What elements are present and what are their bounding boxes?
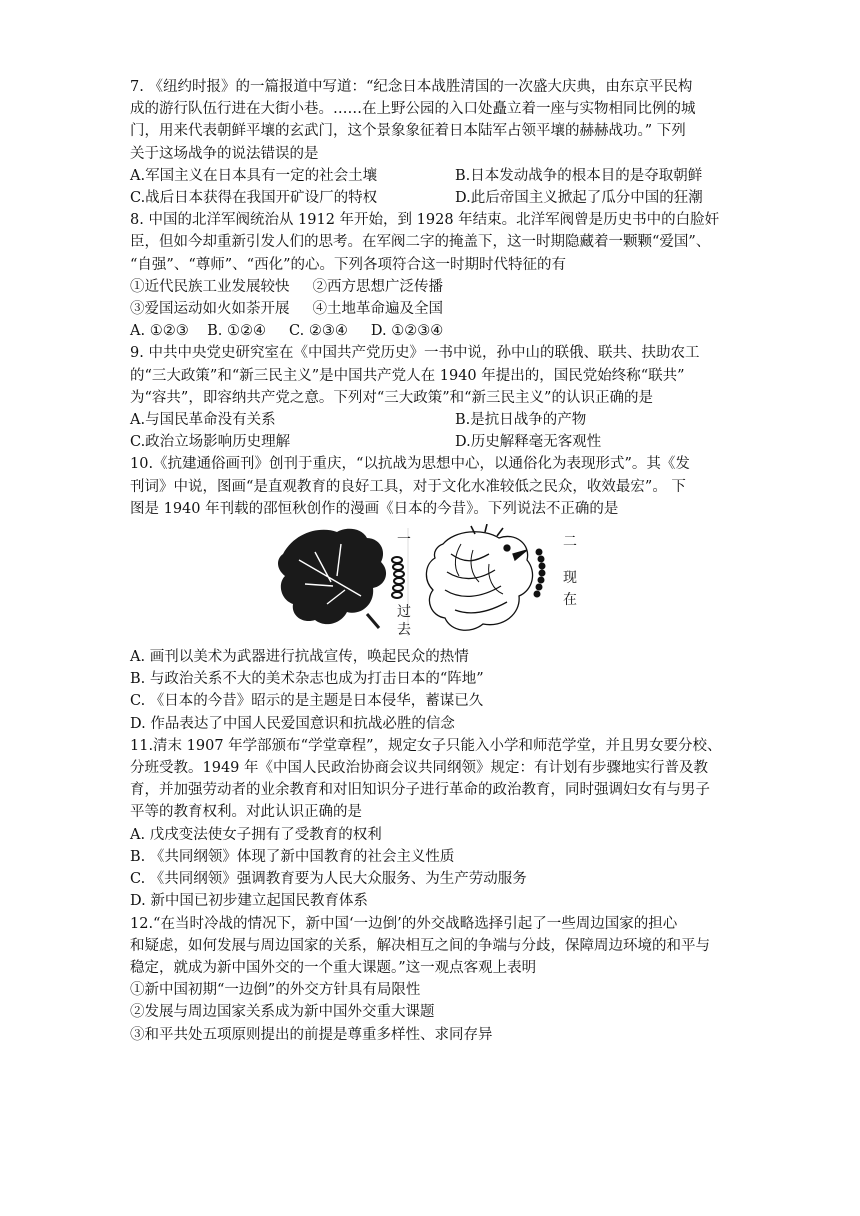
question-text-line: 育，并加强劳动者的业余教育和对旧知识分子进行革命的政治教育，同时强调妇女有与男子 <box>130 782 710 799</box>
option-a: A. 画刊以美术为武器进行抗战宣传，唤起民众的热情 <box>130 649 469 666</box>
cartoon-figure <box>130 524 730 640</box>
option-b: B.是抗日战争的产物 <box>455 412 587 429</box>
question-text-line: 7. 《纽约时报》的一篇报道中写道：“纪念日本战胜清国的一次盛大庆典，由东京平民构 <box>130 79 693 95</box>
question-9 <box>130 342 730 453</box>
question-8 <box>130 209 730 342</box>
question-text-line: 关于这场战争的说法错误的是 <box>130 145 319 162</box>
option-d: D. 新中国已初步建立起国民教育体系 <box>130 893 368 910</box>
options-row <box>130 431 730 453</box>
question-text-line: 臣，但如今却重新引发人们的思考。在军阀二字的掩盖下，这一时期隐藏着一颗颗“爱国”、 <box>130 234 711 251</box>
question-text-line: 10.《抗建通俗画刊》创刊于重庆，“以抗战为思想中心，以通俗化为表现形式”。其《发 <box>130 456 690 473</box>
option-a: A.与国民革命没有关系 <box>130 412 276 429</box>
option-c: C. 《共同纲领》强调教育要为人民大众服务、为生产劳动服务 <box>130 871 527 888</box>
bird-monster-drawing <box>426 524 532 630</box>
question-text-line: 平等的教育权利。对此认识正确的是 <box>130 804 362 821</box>
question-text-line: 的“三大政策”和“新三民主义”是中国共产党人在 1940 年提出的，国民党始终称“联共” <box>130 367 685 384</box>
options-line: A. ①②③ B. ①②④ C. ②③④ D. ①②③④ <box>130 323 444 340</box>
option-c: C.战后日本获得在我国开矿设厂的特权 <box>130 190 378 207</box>
option-a: A. 戊戌变法使女子拥有了受教育的权利 <box>130 826 382 843</box>
question-7 <box>130 76 730 209</box>
option-d: D.历史解释毫无客观性 <box>455 434 602 451</box>
question-text-line: 和疑虑，如何发展与周边国家的关系，解决相互之间的争端与分歧，保障周边环境的和平与 <box>130 937 710 954</box>
option-a: A.军国主义在日本具有一定的社会土壤 <box>130 167 378 184</box>
statement-line: ①新中国初期“一边倒”的外交方针具有局限性 <box>130 982 421 999</box>
option-d: D.此后帝国主义掀起了瓜分中国的狂潮 <box>455 190 703 207</box>
option-c: C. 《日本的今昔》昭示的是主题是日本侵华，蓄谋已久 <box>130 693 484 710</box>
question-text-line: 稳定，就成为新中国外交的一个重大课题。”这一观点客观上表明 <box>130 959 537 976</box>
label-past-2: 过 <box>397 604 411 621</box>
statement-line: ③和平共处五项原则提出的前提是尊重多样性、求同存异 <box>130 1026 493 1043</box>
label-present-3: 在 <box>563 592 577 609</box>
question-text-line: 12.“在当时冷战的情况下，新中国‘一边倒’的外交战略选择引起了一些周边国家的担心 <box>130 915 678 932</box>
question-text-line: 门，用来代表朝鲜平壤的玄武门，这个景象象征着日本陆军占领平壤的赫赫战功。” 下列 <box>130 123 686 140</box>
option-b: B. 与政治关系不大的美术杂志也成为打击日本的“阵地” <box>130 671 484 688</box>
question-10 <box>130 453 730 734</box>
question-12 <box>130 913 730 1046</box>
question-text-line: 11.清末 1907 年学部颁布“学堂章程”，规定女子只能入小学和师范学堂，并且男女要分校、 <box>130 737 722 754</box>
statement-line: ①近代民族工业发展较快 ②西方思想广泛传播 <box>130 278 444 295</box>
statement-line: ②发展与周边国家关系成为新中国外交重大课题 <box>130 1004 435 1021</box>
leaf-silkworm-drawing <box>278 529 404 628</box>
question-text-line: 刊词》中说，图画“是直观教育的良好工具，对于文化水准较低之民众，收效最宏”。 下 <box>130 478 686 495</box>
label-present-1: 二 <box>563 534 577 551</box>
option-b: B.日本发动战争的根本目的是夺取朝鲜 <box>455 167 703 184</box>
question-text-line: 图是 1940 年刊载的邵恒秋创作的漫画《日本的今昔》。下列说法不正确的是 <box>130 500 619 517</box>
options-row <box>130 187 730 209</box>
label-present-2: 现 <box>563 570 577 587</box>
option-b: B. 《共同纲领》体现了新中国教育的社会主义性质 <box>130 848 455 865</box>
cartoon-illustration <box>275 524 585 640</box>
option-c: C.政治立场影响历史理解 <box>130 434 291 451</box>
question-text-line: 9. 中共中央党史研究室在《中国共产党历史》一书中说，孙中山的联俄、联共、扶助农工 <box>130 345 700 362</box>
question-11 <box>130 735 730 913</box>
question-text-line: 分班受教。1949 年《中国人民政治协商会议共同纲领》规定：有计划有步骤地实行普及教 <box>130 760 709 777</box>
label-past-1: 一 <box>397 532 411 549</box>
options-row <box>130 409 730 431</box>
question-text-line: 成的游行队伍行进在大街小巷。……在上野公园的入口处矗立着一座与实物相同比例的城 <box>130 101 696 118</box>
question-text-line: 为“容共”，即容纳共产党之意。下列对“三大政策”和“新三民主义”的认识正确的是 <box>130 389 653 406</box>
options-row <box>130 165 730 187</box>
exam-page <box>130 76 730 1046</box>
question-text-line: “自强”、“尊师”、“西化”的心。下列各项符合这一时期时代特征的有 <box>130 256 566 273</box>
label-past-3: 去 <box>397 622 411 639</box>
caterpillar-drawing <box>534 549 546 598</box>
option-d: D. 作品表达了中国人民爱国意识和抗战必胜的信念 <box>130 715 455 732</box>
question-text-line: 8. 中国的北洋军阀统治从 1912 年开始，到 1928 年结束。北洋军阀曾是历史书中的白脸奸 <box>130 212 720 229</box>
statement-line: ③爱国运动如火如荼开展 ④土地革命遍及全国 <box>130 301 444 318</box>
